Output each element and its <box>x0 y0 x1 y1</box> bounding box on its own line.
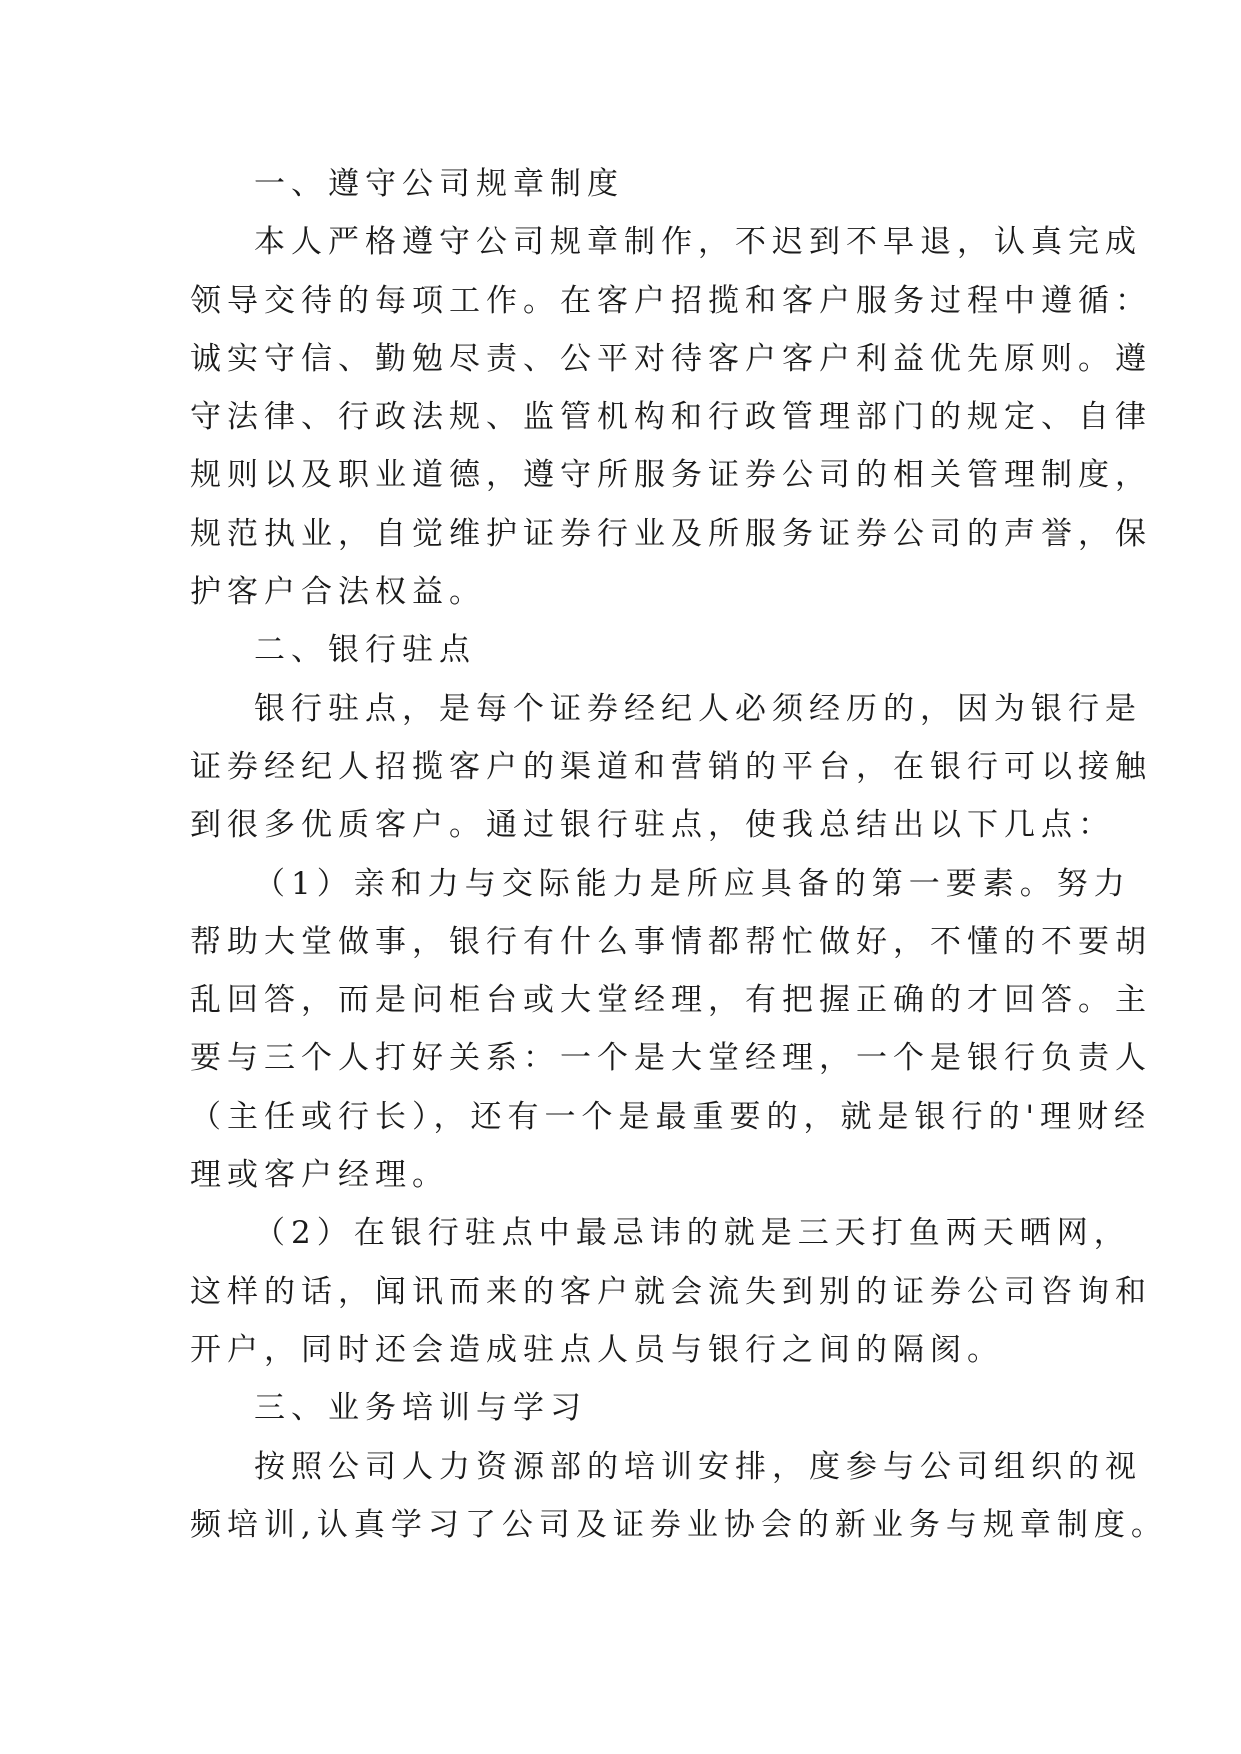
paragraph-line: 频培训,认真学习了公司及证券业协会的新业务与规章制度。 <box>190 1506 1168 1543</box>
paragraph-line: （主任或行长），还有一个是最重要的，就是银行的'理财经 <box>190 1098 1152 1135</box>
paragraph-line: 帮助大堂做事，银行有什么事情都帮忙做好，不懂的不要胡 <box>190 923 1152 960</box>
document-body <box>190 155 1168 1554</box>
paragraph-line: 开户，同时还会造成驻点人员与银行之间的隔阂。 <box>190 1331 1004 1368</box>
section-heading-3: 三、业务培训与学习 <box>254 1390 587 1427</box>
paragraph-line: 这样的话，闻讯而来的客户就会流失到别的证券公司咨询和 <box>190 1273 1152 1310</box>
paragraph-line: 诚实守信、勤勉尽责、公平对待客户客户利益优先原则。遵 <box>190 340 1152 377</box>
paragraph-line: 银行驻点，是每个证券经纪人必须经历的，因为银行是 <box>254 690 1142 727</box>
paragraph-line: 按照公司人力资源部的培训安排，度参与公司组织的视 <box>254 1448 1142 1485</box>
paragraph-line: 规则以及职业道德，遵守所服务证券公司的相关管理制度， <box>190 457 1152 494</box>
list-item-1: （1）亲和力与交际能力是所应具备的第一要素。努力 <box>254 865 1131 902</box>
list-item-2: （2）在银行驻点中最忌讳的就是三天打鱼两天晒网， <box>254 1215 1131 1252</box>
paragraph-line: 守法律、行政法规、监管机构和行政管理部门的规定、自律 <box>190 399 1152 436</box>
paragraph-line: 规范执业，自觉维护证券行业及所服务证券公司的声誉，保 <box>190 515 1152 552</box>
paragraph-line: 到很多优质客户。通过银行驻点，使我总结出以下几点： <box>190 807 1115 844</box>
section-heading-1: 一、遵守公司规章制度 <box>254 166 624 202</box>
paragraph-line: 护客户合法权益。 <box>190 574 486 611</box>
section-heading-2: 二、银行驻点 <box>254 632 476 669</box>
paragraph-line: 要与三个人打好关系：一个是大堂经理，一个是银行负责人 <box>190 1040 1152 1077</box>
paragraph-line: 本人严格遵守公司规章制作，不迟到不早退，认真完成 <box>254 224 1142 261</box>
paragraph-line: 证券经纪人招揽客户的渠道和营销的平台，在银行可以接触 <box>190 748 1152 785</box>
paragraph-line: 领导交待的每项工作。在客户招揽和客户服务过程中遵循： <box>190 282 1152 319</box>
paragraph-line: 理或客户经理。 <box>190 1157 449 1194</box>
paragraph-line: 乱回答，而是问柜台或大堂经理，有把握正确的才回答。主 <box>190 982 1152 1019</box>
